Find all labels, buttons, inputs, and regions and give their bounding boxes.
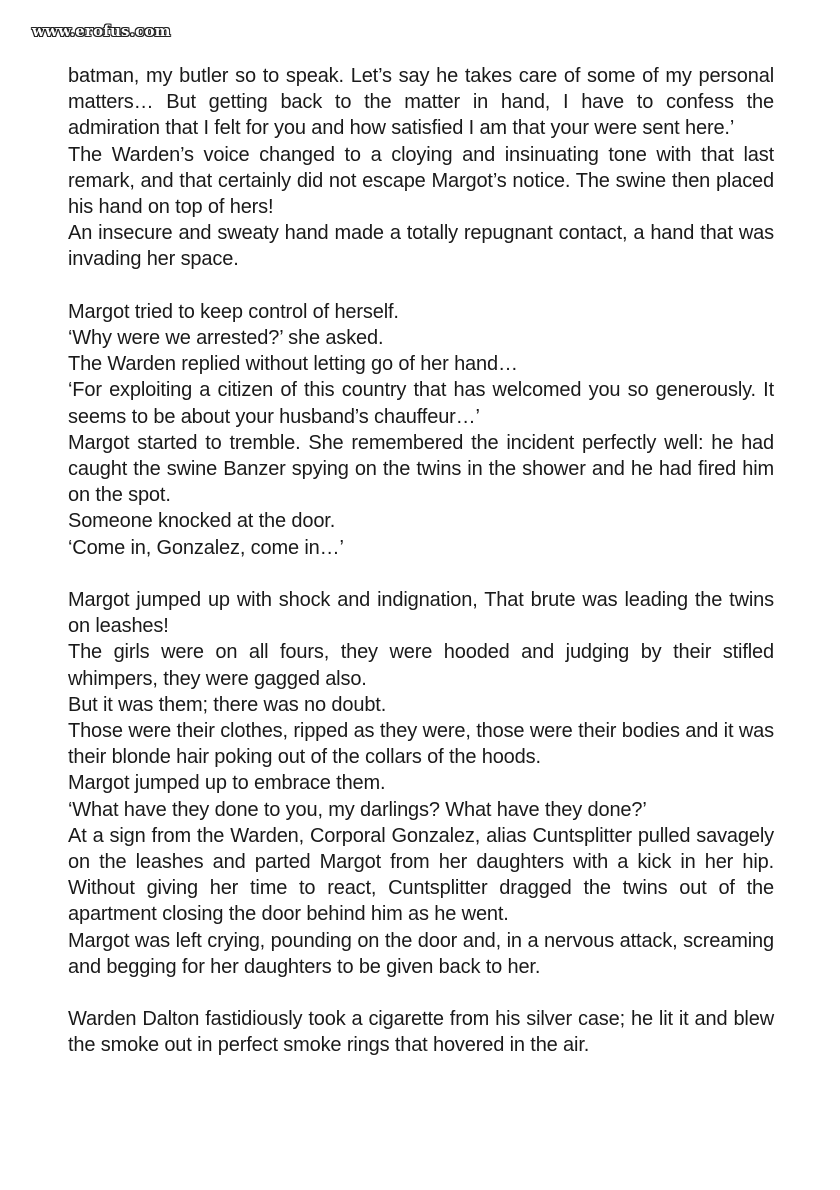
- paragraph: ‘Come in, Gonzalez, come in…’: [68, 536, 344, 559]
- paragraph: Those were their clothes, ripped as they were, those were their bodies and it was their blonde hair poking out of the collars of the hoods.: [68, 720, 774, 769]
- paragraph: Margot started to tremble. She remembered the incident perfectly well: he had caught the swine Banzer spying on the twins in the shower and he had fired him on the spot.: [68, 431, 774, 507]
- site-watermark: www.erofus.com: [32, 22, 171, 40]
- paragraph: Margot jumped up to embrace them.: [68, 772, 386, 795]
- paragraph: At a sign from the Warden, Corporal Gonzalez, alias Cuntsplitter pulled savagely on the leashes and parted Margot from her daughters with a kick in her hip. Without giving her time to react, Cuntsplitter dragged the twins out of the apartment closing the door behind him as he went.: [68, 824, 774, 926]
- paragraph: But it was them; there was no doubt.: [68, 693, 387, 716]
- paragraph: The Warden replied without letting go of her hand…: [68, 353, 518, 376]
- page-body-text: [68, 63, 774, 1059]
- paragraph: ‘Why were we arrested?’ she asked.: [68, 327, 384, 350]
- paragraph: Margot was left crying, pounding on the door and, in a nervous attack, screaming and begging for her daughters to be given back to her.: [68, 929, 774, 978]
- paragraph: Someone knocked at the door.: [68, 510, 336, 533]
- paragraph: The girls were on all fours, they were hooded and judging by their stifled whimpers, they were gagged also.: [68, 641, 774, 690]
- paragraph: ‘What have they done to you, my darlings? What have they done?’: [68, 798, 647, 821]
- paragraph: Margot jumped up with shock and indignation, That brute was leading the twins on leashes!: [68, 589, 774, 638]
- paragraph: An insecure and sweaty hand made a totally repugnant contact, a hand that was invading her space.: [68, 222, 774, 271]
- paragraph: batman, my butler so to speak. Let’s say he takes care of some of my personal matters… But getting back to the matter in hand, I have to confess the admiration that I felt for you and how satisfied I am that your were sent here.’: [68, 65, 774, 140]
- paragraph: Warden Dalton fastidiously took a cigarette from his silver case; he lit it and blew the smoke out in perfect smoke rings that hovered in the air.: [68, 1008, 774, 1057]
- paragraph: ‘For exploiting a citizen of this country that has welcomed you so generously. It seems to be about your husband’s chauffeur…’: [68, 379, 774, 428]
- paragraph: The Warden’s voice changed to a cloying and insinuating tone with that last remark, and that certainly did not escape Margot’s notice. The swine then placed his hand on top of hers!: [68, 143, 774, 219]
- paragraph: Margot tried to keep control of herself.: [68, 300, 399, 323]
